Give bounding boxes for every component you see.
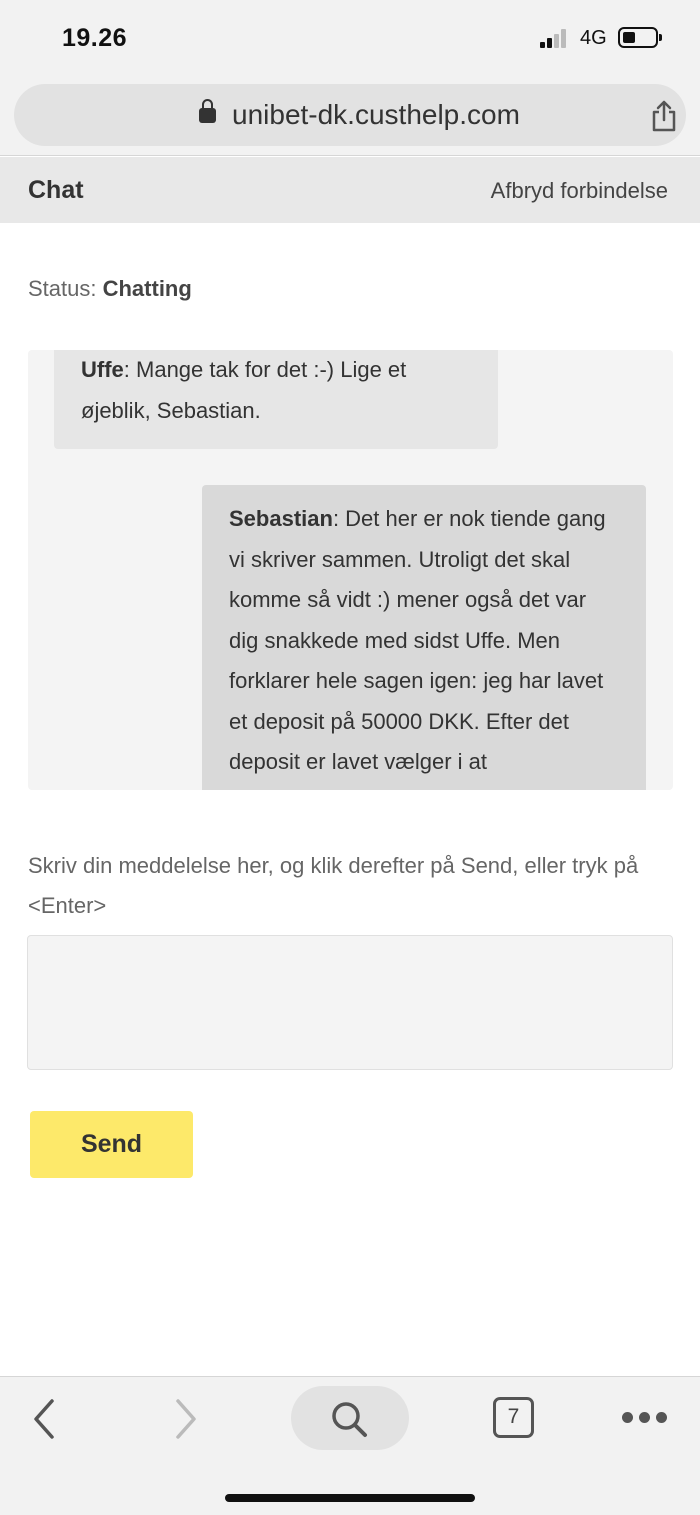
message-input[interactable] [27,935,673,1070]
network-type: 4G [580,27,607,49]
lock-icon [199,108,216,123]
send-button[interactable]: Send [30,1111,193,1178]
message-text: : Mange tak for det :-) Lige et øjeblik, Sebastian. [81,357,407,423]
search-icon [329,1399,369,1439]
status-label: Status: [28,276,97,301]
url-text[interactable]: unibet-dk.custhelp.com [232,99,520,130]
battery-icon [618,27,658,48]
page-title: Chat [28,176,84,204]
signal-strength-icon [540,28,572,48]
chat-message-agent [54,350,498,449]
browser-toolbar [0,1376,700,1515]
clock: 19.26 [62,24,128,52]
chat-header [0,157,700,223]
tabs-icon[interactable] [493,1397,534,1438]
compose-hint: Skriv din meddelelse her, og klik derefter på Send, eller tryk på <Enter> [28,853,639,918]
address-bar[interactable] [14,84,686,146]
tab-count: 7 [507,1405,520,1428]
message-sender: Sebastian [229,506,333,531]
browser-address-area [0,80,700,156]
chat-transcript[interactable] [28,350,673,790]
search-button[interactable] [291,1386,409,1450]
chevron-left-icon[interactable] [30,1397,60,1441]
disconnect-link[interactable]: Afbryd forbindelse [490,178,668,203]
home-indicator [225,1494,475,1502]
chevron-right-icon[interactable] [170,1397,200,1441]
message-text: : Det her er nok tiende gang vi skriver sammen. Utroligt det skal komme så vidt :) mener også det var dig snakkede med sidst Uffe. Men forklarer hele sagen igen: jeg har lavet et deposit på 50000 DKK. Efter det deposit er lavet vælger i at [229,506,606,774]
status-value: Chatting [102,276,192,301]
message-sender: Uffe [81,357,124,382]
status-bar [0,0,700,80]
share-icon[interactable] [651,100,677,132]
chat-message-user [202,485,646,790]
chat-status [28,276,192,302]
more-dots-icon[interactable] [622,1412,668,1424]
